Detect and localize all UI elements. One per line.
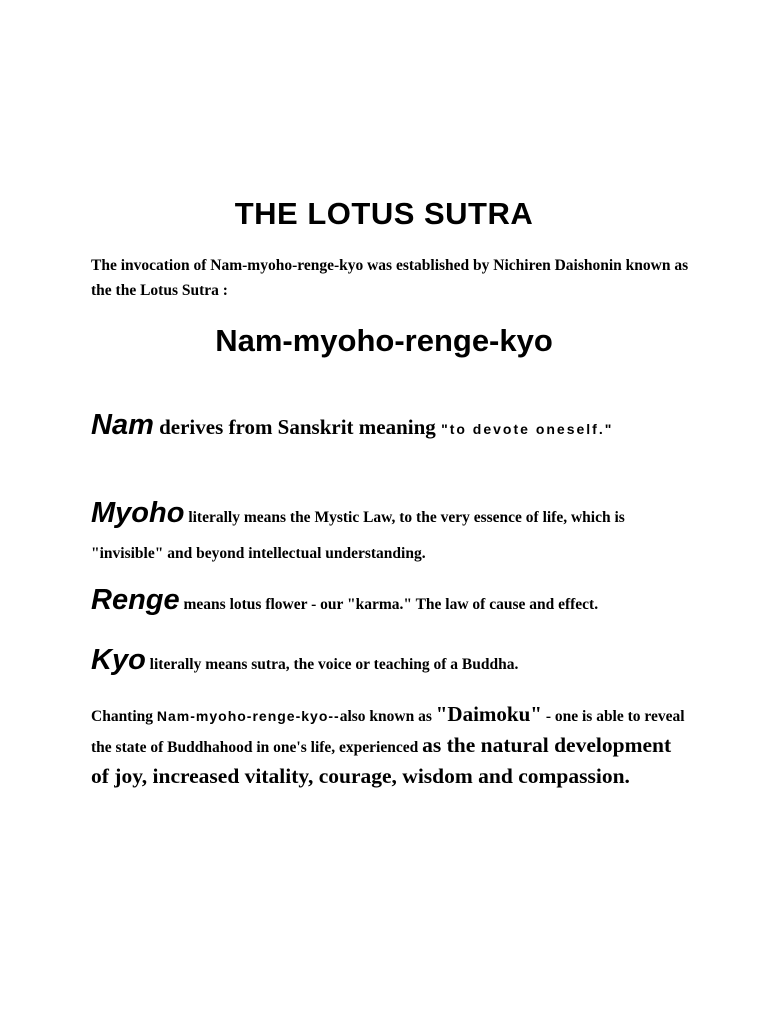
chanting-middle: - one is able to reveal the state of Buddhahood in one's life, experienced [91, 708, 685, 756]
myoho-description: literally means the Mystic Law, to the very essence of life, which is "invisible" and beyond intellectual understanding. [91, 509, 625, 562]
nam-description: derives from Sanskrit meaning [153, 415, 442, 439]
kyo-description: literally means sutra, the voice or teaching of a Buddha. [145, 656, 519, 673]
chanting-lead: Chanting [91, 708, 157, 725]
chanting-also: also known as [339, 708, 436, 725]
chanting-mantra: Nam-myoho-renge-kyo-- [156, 708, 340, 724]
renge-description: means lotus flower - our "karma." The law of cause and effect. [179, 596, 599, 613]
myoho-term: Myoho [91, 497, 185, 529]
chanting-paragraph [91, 700, 691, 793]
renge-term: Renge [91, 584, 180, 616]
nam-paragraph [91, 402, 691, 452]
nam-term: Nam [91, 409, 154, 441]
intro-paragraph: The invocation of Nam-myoho-renge-kyo was established by Nichiren Daishonin known as the the Lotus Sutra : [91, 257, 689, 299]
chanting-closing: as the natural development of joy, increased vitality, courage, wisdom and compassion. [91, 733, 672, 788]
daimoku-term: "Daimoku" [435, 702, 542, 726]
kyo-paragraph [91, 640, 691, 685]
myoho-paragraph [91, 495, 691, 572]
kyo-term: Kyo [91, 644, 146, 676]
nam-quote: "to devote oneself." [441, 421, 614, 437]
page-title: THE LOTUS SUTRA [234, 196, 534, 231]
renge-paragraph [91, 580, 691, 625]
mantra-heading: Nam-myoho-renge-kyo [215, 323, 553, 358]
